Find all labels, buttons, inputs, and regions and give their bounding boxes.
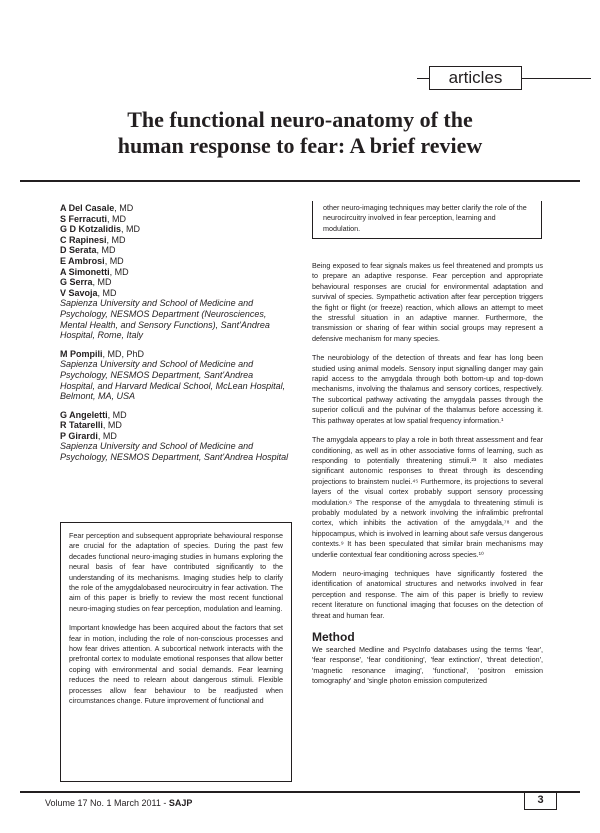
abstract-paragraph: Important knowledge has been acquired about the factors that set fear in motion, including the role of non-conscious processes and how fear drives attention. A subcortical network interacts with the prefrontal cortex to modulate emotional responses that allow better coping with environmental and social demands. Fear learning reduces the need to relearn about dangerous stimuli. Flexible processes allow fear behaviour to be readjusted when circumstances change. Future improvement of functional and (69, 623, 283, 706)
method-heading: Method (312, 630, 355, 644)
author: G Angeletti, MD (60, 409, 127, 420)
affiliation: Sapienza University and School of Medicine and Psychology, NESMOS Department, Sant'Andrea Hospital, and Harvard Medical School, McLean Hospital, Belmont, MA, USA (60, 359, 286, 402)
author-group-1 (60, 203, 290, 341)
author: P Girardi, MD (60, 430, 117, 441)
abstract-continuation: other neuro-imaging techniques may better clarify the role of the neurocircuitry involved in fear perception, learning and modulation. (312, 201, 542, 239)
abstract-box (60, 522, 292, 782)
title-rule (20, 180, 580, 182)
footer (45, 798, 192, 808)
author: A Del Casale, MD (60, 203, 134, 213)
affiliation: Sapienza University and School of Medicine and Psychology, NESMOS Department, Sant'Andrea Hospital (60, 441, 289, 463)
author-group-3 (60, 410, 290, 463)
body-paragraph: The neurobiology of the detection of threats and fear has long been studied using animal models. Sensory input signalling danger may gain rapid access to the amygdala through both bottom-up and top-down mechanisms, involving the thalamus and sensory cortices, respectively. The subcortical pathway activating the amygdala passes through the superior colliculi and the pulvinar of the thalamus before accessing it. This pathway operates at low spatial frequency information.¹ (312, 353, 543, 425)
body-paragraph: The amygdala appears to play a role in both threat assessment and fear conditioning, as well as in other associative forms of learning, such as responding to potentially threatening stimuli.²³ It also mediates significant autonomic responses to threat through its descending projections to brainstem nuclei.⁴⁵ Furthermore, its projections to several layers of the visual cortex probably support sensory processing modulation.⁶ The response of the amygdala to threatening stimuli is probably modulated by a network involving the infralimbic prefrontal cortex, which inhibits the activation of the amygdala,⁷⁸ and the hippocampus, which is involved in learning about safe versus dangerous contexts.⁹ It has been speculated that similar brain mechanisms may underlie contextual fear conditioning across species.¹⁰ (312, 435, 543, 559)
article-title (20, 107, 580, 159)
author-block (60, 203, 290, 471)
author: S Ferracuti, MD (60, 213, 127, 224)
author: A Simonetti, MD (60, 266, 129, 277)
author: D Serata, MD (60, 245, 116, 256)
author: M Pompili, MD, PhD (60, 348, 145, 359)
title-line-1: The functional neuro-anatomy of the (127, 107, 473, 132)
page-number: 3 (524, 791, 557, 810)
author: G D Kotzalidis, MD (60, 224, 141, 235)
author: G Serra, MD (60, 277, 112, 288)
body-column (312, 261, 543, 696)
author-group-2 (60, 349, 290, 402)
footer-journal: SAJP (168, 798, 193, 808)
affiliation: Sapienza University and School of Medicine and Psychology, NESMOS Department (Neurosciences, Mental Health, and Sensory Functions), Sant'Andrea Hospital, Rome, Italy (60, 298, 270, 341)
author: E Ambrosi, MD (60, 255, 124, 266)
section-tag: articles (429, 66, 522, 90)
footer-volume: Volume 17 No. 1 March 2011 - (45, 798, 169, 808)
author: V Savoja, MD (60, 287, 117, 298)
author: R Tatarelli, MD (60, 420, 122, 431)
body-paragraph: Modern neuro-imaging techniques have significantly fostered the identification of anatomical structures and networks involved in fear perception and response. The aim of this paper is briefly to review recent literature on functional imaging that focuses on the detection of threat and human fear. (312, 568, 543, 620)
footer-rule (20, 791, 580, 793)
body-paragraph: Being exposed to fear signals makes us feel threatened and prompts us to prepare an adaptive response. Fear perception and appropriate behavioural responses are crucial for environmental adaptation and survival of species. Sympathetic activation after fear perception triggers the fight or flight (or freeze) reaction, which allows an attempt to meet the stressful situation in an adaptive manner. Furthermore, the transmission or sharing of fear within social groups may represent a defensive mechanism for many species. (312, 261, 543, 343)
body-paragraph: We searched Medline and PsycInfo databases using the terms 'fear', 'fear response', 'fear conditioning', 'fear extinction', 'threat detection', 'magnetic resonance imaging', 'functional', 'positron emission tomography' and 'single photon emission computerized (312, 645, 543, 686)
abstract-paragraph: Fear perception and subsequent appropriate behavioural response are crucial for the adaptation of species. During the past few decades functional neuro-imaging studies in humans exploring the neural basis of fear have contributed significantly to the understanding of its mechanisms. Imaging studies help to clarify the role of the amygdalobased neurocircuitry in fear activation. The aim of this paper is briefly to review the most recent functional neuro-imaging studies on fear perception, modulation and learning. (69, 531, 283, 613)
author: C Rapinesi, MD (60, 234, 126, 245)
title-line-2: human response to fear: A brief review (117, 133, 483, 158)
